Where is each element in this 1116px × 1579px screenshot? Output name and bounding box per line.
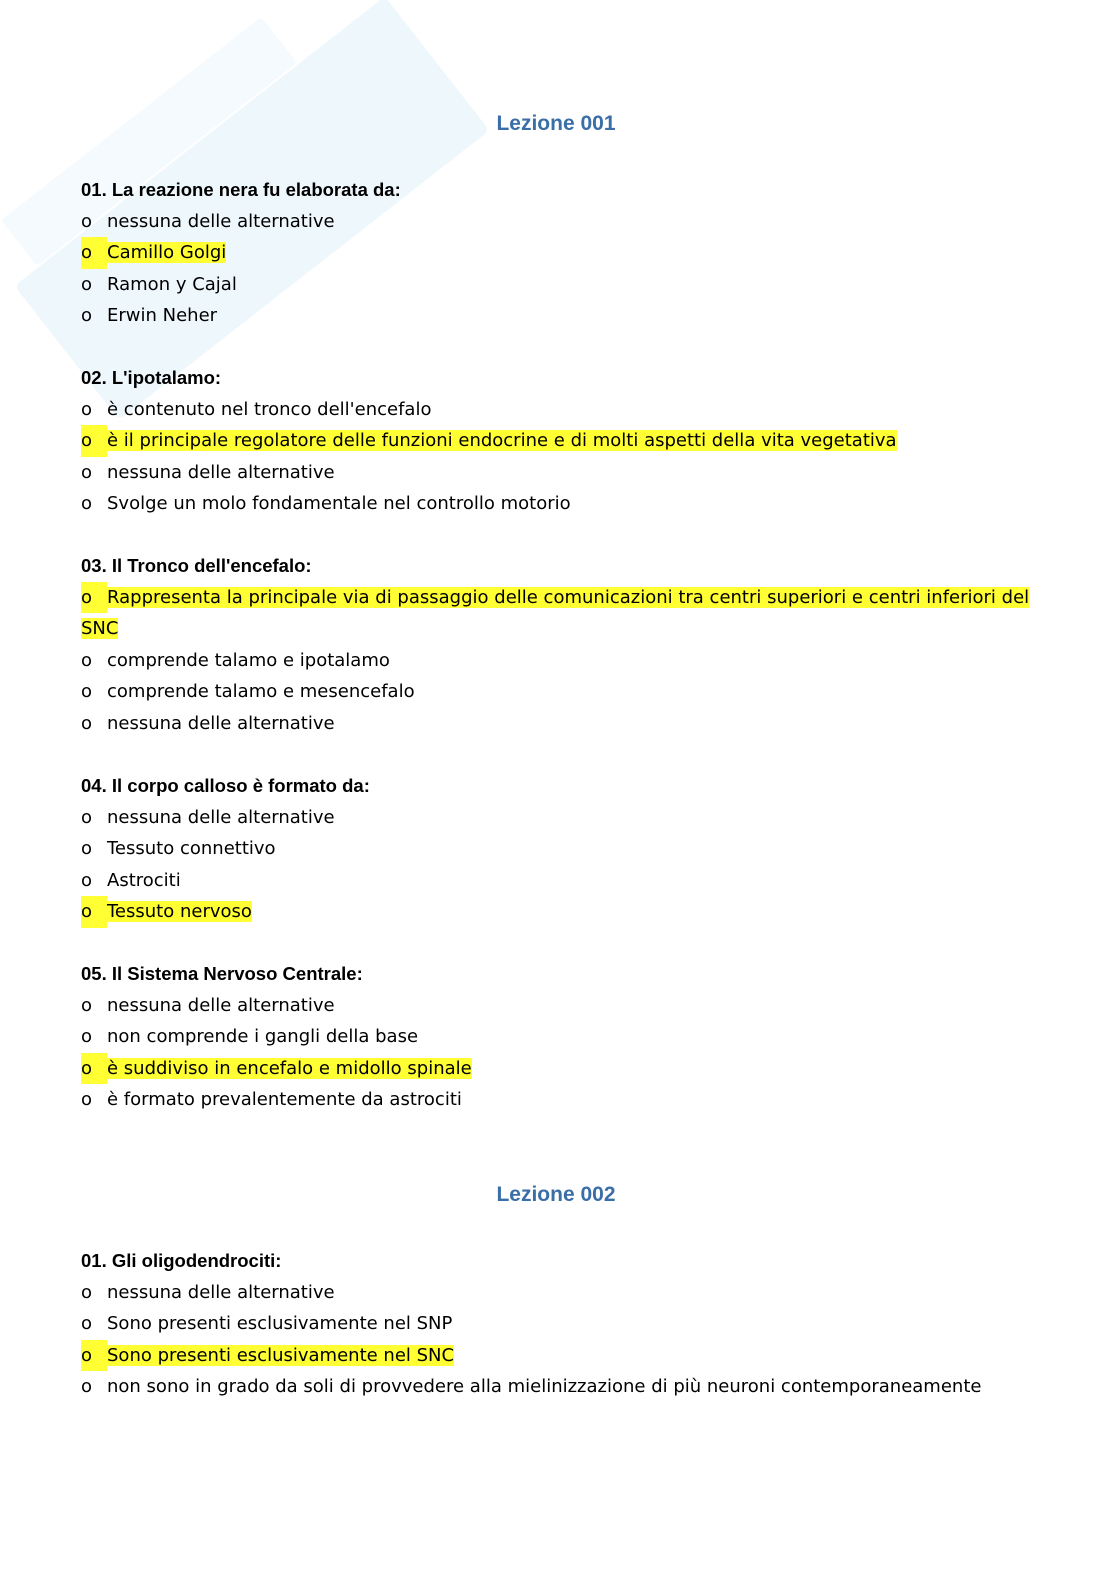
radio-bullet-icon: o <box>81 869 93 891</box>
radio-bullet-icon: o <box>81 210 93 232</box>
option-item[interactable] <box>81 833 1041 865</box>
radio-bullet-icon: o <box>81 425 107 457</box>
radio-bullet-icon: o <box>81 273 93 295</box>
option-label: Rappresenta la principale via di passaggio delle comunicazioni tra centri superiori e centri inferiori del SNC <box>81 586 1030 639</box>
option-item[interactable] <box>81 1371 1041 1403</box>
option-item[interactable] <box>81 457 1041 489</box>
radio-bullet-icon: o <box>81 582 107 614</box>
radio-bullet-icon: o <box>81 681 93 702</box>
option-label: nessuna delle alternative <box>107 712 335 734</box>
question-text: 04. Il corpo calloso è formato da: <box>81 775 370 796</box>
radio-bullet-icon: o <box>81 1376 93 1397</box>
lesson-title: Lezione 002 <box>496 1183 616 1206</box>
option-label: comprende talamo e ipotalamo <box>107 649 390 671</box>
option-item-correct[interactable] <box>81 237 1041 269</box>
question-block <box>81 958 1041 1116</box>
option-label: Sono presenti esclusivamente nel SNP <box>107 1313 453 1334</box>
radio-bullet-icon: o <box>81 806 93 828</box>
option-item-correct[interactable] <box>81 425 1041 457</box>
radio-bullet-icon: o <box>81 1340 107 1372</box>
option-item[interactable] <box>81 802 1041 834</box>
option-label: è suddiviso in encefalo e midollo spinale <box>107 1057 472 1079</box>
option-label: nessuna delle alternative <box>107 994 335 1016</box>
option-item[interactable] <box>81 206 1041 238</box>
option-item[interactable] <box>81 645 1041 677</box>
option-list <box>81 206 1041 332</box>
option-item[interactable] <box>81 1277 1041 1309</box>
radio-bullet-icon: o <box>81 649 93 671</box>
option-label: Astrociti <box>107 869 181 891</box>
question-text: 03. Il Tronco dell'encefalo: <box>81 555 312 576</box>
option-list <box>81 394 1041 520</box>
question-block <box>81 770 1041 928</box>
option-label: è contenuto nel tronco dell'encefalo <box>107 398 432 420</box>
radio-bullet-icon: o <box>81 1281 93 1303</box>
question-block <box>81 362 1041 520</box>
question-text: 02. L'ipotalamo: <box>81 367 222 388</box>
option-item[interactable] <box>81 708 1041 740</box>
option-list <box>81 1277 1041 1403</box>
option-item[interactable] <box>81 269 1041 301</box>
option-label: nessuna delle alternative <box>107 461 335 483</box>
option-list <box>81 582 1041 740</box>
option-label: Erwin Neher <box>107 305 218 326</box>
option-label: nessuna delle alternative <box>107 806 335 828</box>
option-item-correct[interactable] <box>81 582 1041 645</box>
option-item[interactable] <box>81 300 1041 332</box>
radio-bullet-icon: o <box>81 994 93 1016</box>
option-item[interactable] <box>81 676 1041 708</box>
option-label: Sono presenti esclusivamente nel SNC <box>107 1344 455 1366</box>
option-label: comprende talamo e mesencefalo <box>107 681 415 702</box>
option-label: nessuna delle alternative <box>107 210 335 232</box>
question-block <box>81 550 1041 739</box>
radio-bullet-icon: o <box>81 1089 93 1110</box>
option-label: Camillo Golgi <box>107 242 227 263</box>
radio-bullet-icon: o <box>81 1313 93 1334</box>
option-item[interactable] <box>81 488 1041 520</box>
option-label: Tessuto nervoso <box>107 901 252 922</box>
question-text: 01. Gli oligodendrociti: <box>81 1250 282 1271</box>
radio-bullet-icon: o <box>81 838 93 859</box>
option-item[interactable] <box>81 865 1041 897</box>
option-label: Tessuto connettivo <box>107 838 276 859</box>
option-label: non comprende i gangli della base <box>107 1026 419 1047</box>
question-block <box>81 1245 1041 1403</box>
option-item[interactable] <box>81 1084 1041 1116</box>
radio-bullet-icon: o <box>81 237 107 269</box>
option-list <box>81 990 1041 1116</box>
option-label: non sono in grado da soli di provvedere alla mielinizzazione di più neuroni contemporaneamente <box>107 1376 982 1397</box>
radio-bullet-icon: o <box>81 1053 107 1085</box>
option-label: Svolge un molo fondamentale nel controllo motorio <box>107 493 571 514</box>
option-item[interactable] <box>81 1308 1041 1340</box>
radio-bullet-icon: o <box>81 461 93 483</box>
option-label: è il principale regolatore delle funzioni endocrine e di molti aspetti della vita vegetativa <box>107 430 897 451</box>
option-list <box>81 802 1041 928</box>
option-item[interactable] <box>81 990 1041 1022</box>
option-item-correct[interactable] <box>81 1340 1041 1372</box>
question-text: 01. La reazione nera fu elaborata da: <box>81 179 401 200</box>
radio-bullet-icon: o <box>81 305 93 326</box>
option-label: è formato prevalentemente da astrociti <box>107 1089 462 1110</box>
radio-bullet-icon: o <box>81 493 93 514</box>
option-item-correct[interactable] <box>81 1053 1041 1085</box>
question-block <box>81 174 1041 332</box>
option-item-correct[interactable] <box>81 896 1041 928</box>
option-item[interactable] <box>81 1021 1041 1053</box>
radio-bullet-icon: o <box>81 896 107 928</box>
radio-bullet-icon: o <box>81 712 93 734</box>
option-label: nessuna delle alternative <box>107 1281 335 1303</box>
question-text: 05. Il Sistema Nervoso Centrale: <box>81 963 363 984</box>
radio-bullet-icon: o <box>81 398 93 420</box>
lesson-title: Lezione 001 <box>496 112 616 135</box>
option-item[interactable] <box>81 394 1041 426</box>
option-label: Ramon y Cajal <box>107 273 237 295</box>
radio-bullet-icon: o <box>81 1026 93 1047</box>
